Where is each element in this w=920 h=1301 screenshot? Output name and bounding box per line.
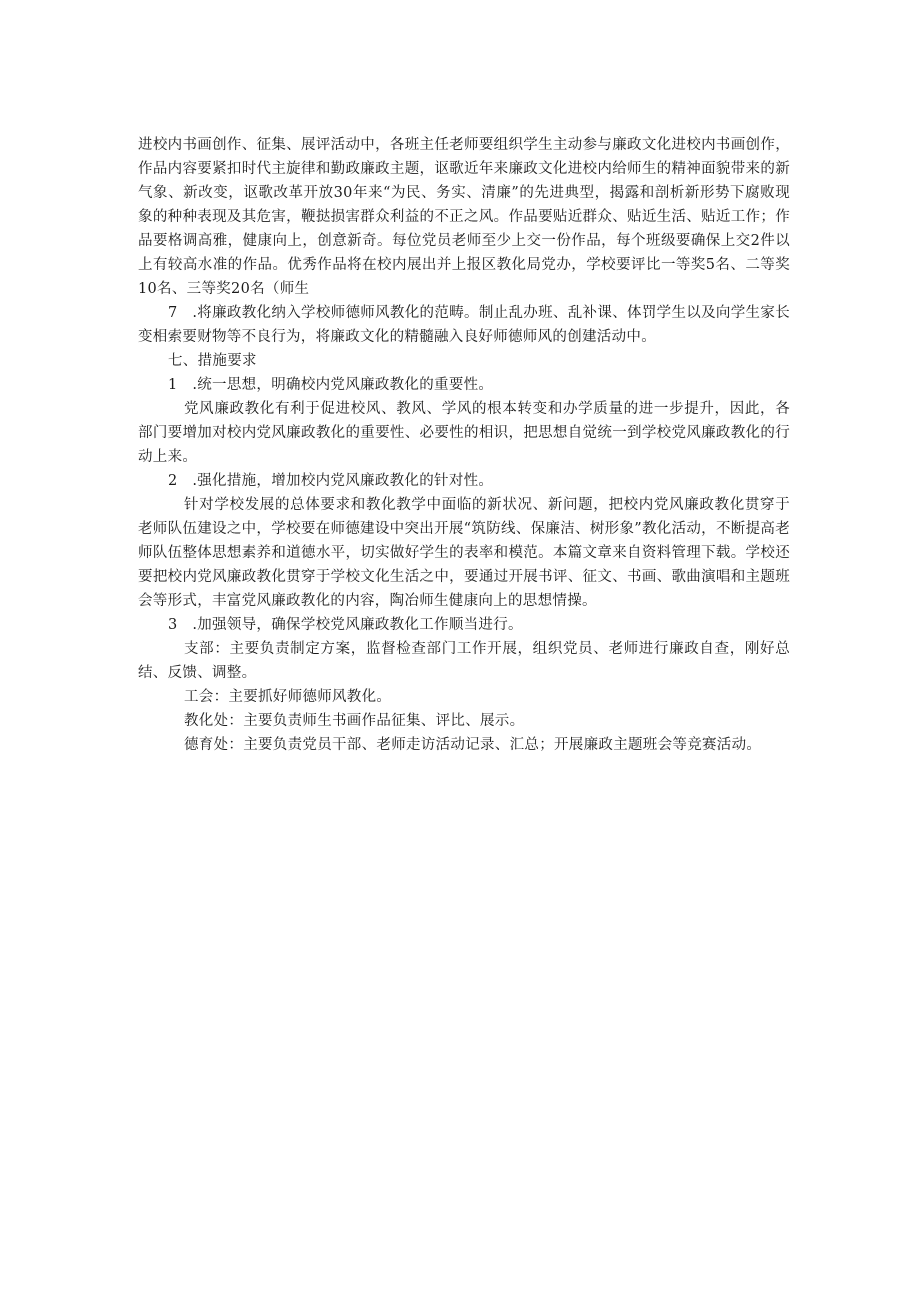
paragraph-union-duty: 工会：主要抓好师德师风教化。 <box>184 689 392 705</box>
section-heading-measures: 七、措施要求 <box>168 353 257 369</box>
paragraph-calligraphy-activity: 进校内书画创作、征集、展评活动中，各班主任老师要组织学生主动参与廉政文化进校内书画创作，作品内容要紧扣时代主旋律和勤政廉政主题，讴歌近年来廉政文化进校内给师生的精神面貌带来的新气象、新改变，讴歌改革开放30年来“为民、务实、清廉”的先进典型，揭露和剖析新形势下腐败现象的种种表现及其危害，鞭挞损害群众利益的不正之风。作品要贴近群众、贴近生活、贴近工作；作品要格调高雅，健康向上，创意新奇。每位党员老师至少上交一份作品，每个班级要确保上交2件以上有较高水准的作品。优秀作品将在校内展出并上报区教化局党办，学校要评比一等奖5名、二等奖10名、三等奖20名（师生 <box>138 137 790 297</box>
paragraph-moral-office-duty: 德育处：主要负责党员干部、老师走访活动记录、汇总；开展廉政主题班会等竞赛活动。 <box>184 737 762 753</box>
paragraph-item-7: 7 .将廉政教化纳入学校师德师风教化的范畴。制止乱办班、乱补课、体罚学生以及向学生家长变相索要财物等不良行为，将廉政文化的精髓融入良好师德师风的创建活动中。 <box>138 305 790 345</box>
paragraph-item-1-body: 党风廉政教化有利于促进校风、教风、学风的根本转变和办学质量的进一步提升，因此，各部门要增加对校内党风廉政教化的重要性、必要性的相识，把思想自觉统一到学校党风廉政教化的行动上来。 <box>138 401 790 465</box>
paragraph-branch-duty: 支部：主要负责制定方案，监督检查部门工作开展，组织党员、老师进行廉政自查，刚好总结、反馈、调整。 <box>138 641 790 681</box>
paragraph-item-1-heading: 1 .统一思想，明确校内党风廉政教化的重要性。 <box>168 377 494 393</box>
paragraph-item-2-heading: 2 .强化措施，增加校内党风廉政教化的针对性。 <box>168 473 494 489</box>
paragraph-item-2-body: 针对学校发展的总体要求和教化教学中面临的新状况、新问题，把校内党风廉政教化贯穿于老师队伍建设之中，学校要在师德建设中突出开展“筑防线、保廉洁、树形象”教化活动，不断提高老师队伍整体思想素养和道德水平，切实做好学生的表率和模范。本篇文章来自资料管理下载。学校还要把校内党风廉政教化贯穿于学校文化生活之中，要通过开展书评、征文、书画、歌曲演唱和主题班会等形式，丰富党风廉政教化的内容，陶冶师生健康向上的思想情操。 <box>138 497 790 609</box>
document-body <box>138 133 790 757</box>
paragraph-item-3-heading: 3 .加强领导，确保学校党风廉政教化工作顺当进行。 <box>168 617 523 633</box>
paragraph-education-office-duty: 教化处：主要负责师生书画作品征集、评比、展示。 <box>184 713 525 729</box>
